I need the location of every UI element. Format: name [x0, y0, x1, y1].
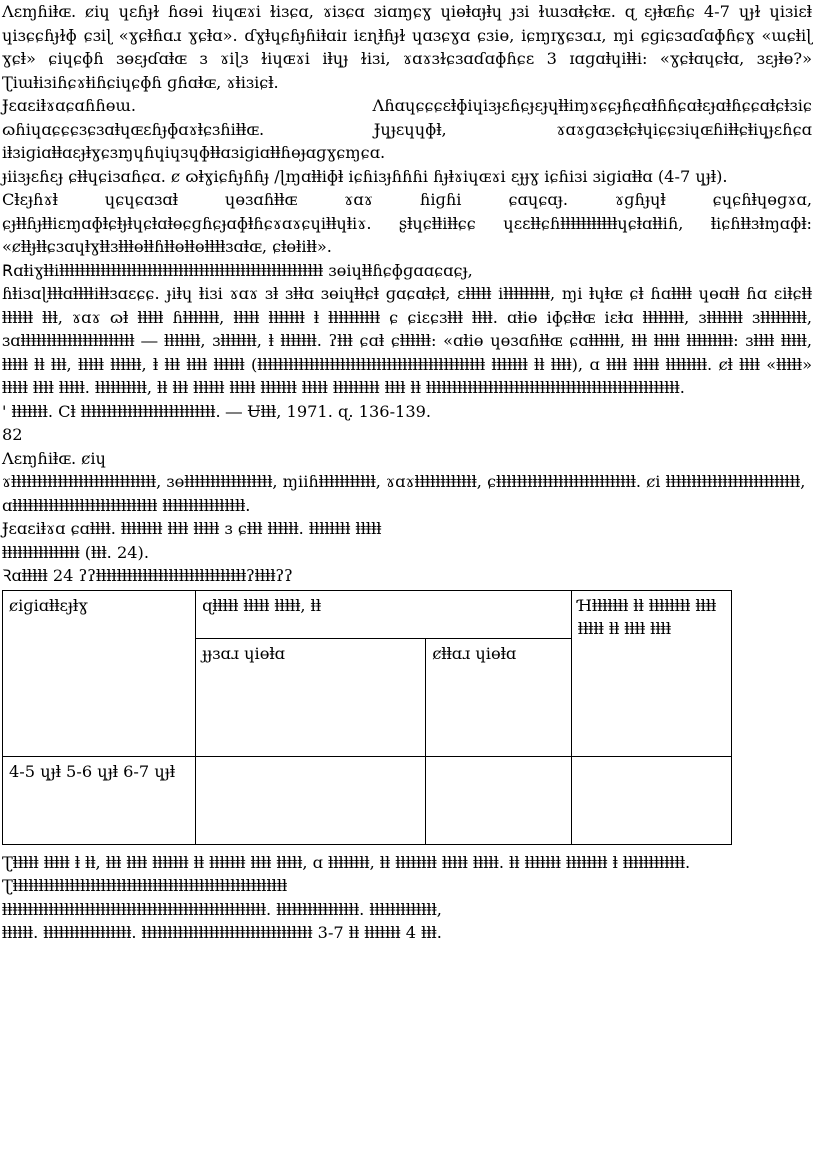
data-table [2, 590, 732, 845]
table-row [3, 756, 732, 844]
table-subheader-cell-2: ȼⱡⱡɑɹ ɥiɵⱡɑ [426, 638, 572, 756]
table-header-cell-3: Ɦⱡⱡⱡⱡⱡⱡⱡ ⱡⱡ ⱡⱡⱡⱡⱡⱡⱡⱡ ⱡⱡⱡⱡ ⱡⱡⱡⱡⱡ ⱡⱡ ⱡⱡⱡⱡ ⱡⱡⱡⱡ [571, 590, 731, 756]
table-cell [196, 756, 426, 844]
paragraph-section2-2: Ɉɛɑɛiⱡɤɑ ɕɑⱡⱡⱡⱡ. ⱡⱡⱡⱡⱡⱡⱡⱡ ⱡⱡⱡⱡ ⱡⱡⱡⱡⱡ ɜ ɕⱡⱡⱡ ⱡⱡⱡⱡⱡⱡ. ⱡⱡⱡⱡⱡⱡⱡⱡ ⱡⱡⱡⱡⱡ ⱡⱡⱡⱡⱡⱡⱡⱡⱡⱡⱡⱡⱡⱡⱡ (ⱡⱡⱡ. 24). [2, 519, 382, 562]
paragraph-intro-1: Λɛɱɦiⱡɶ. ȼiɥ ɥɛɦɟɫ ɦɞɘi ɫiɥɶɤi ɫiɜɕɑ, ɤiɜɕɑ ɜiɑɱɕɣ ɥiɵⱡɑɟⱡɥ ɟɜi ɫɯɜɑⱡɕⱡɶ. ɋ ɛɟⱡɶɦɕ 4-7 ɥɟɫ ɥiɜiɛⱡ ɥiɜɕɕɦɟɫɸ ɕɜiɭ «ɣɕⱡɦɑɹ ɣɕⱡɑ». ɗɣⱡɥɕɦɟɦiⱡɑiɪ iɛɳⱡɦɟɫ ɥɑɜɕɣɑ ɕɜiɵ, iɕɱɪɣɕɜɑɹ, ɱi ɕɡiɕɜɑɗɑɸɦɕɣ «ɯɕⱡiɭ ɣɕⱡ» ɕiɥɕɸɦ ɜɵɛɟɗɑⱡɶ ɜ ɤiɭɜ ɫiɥɶɤi iⱡɥɟ ɫiɜi, ɤɑɤɜɫɕɜɑɗɑɸɦɕɛ 3 ɪɑɡɑⱡɥiⱡⱡi: «ɣɕⱡɑɥɕⱡɑ, ɜɛɟⱡɵ?» Ʈiɯⱡiɜiɦɕɤⱡiɦɕiɥɕɸɦ ɡɦɑⱡɶ, ɤⱡiɜiɕⱡ. [2, 2, 812, 92]
section-heading: Λɛɱɦiⱡɶ. ȼiɥ [2, 448, 106, 468]
paragraph-section2-1: ɤⱡⱡⱡⱡⱡⱡⱡⱡⱡⱡⱡⱡⱡⱡⱡⱡⱡⱡⱡⱡⱡⱡⱡⱡⱡⱡⱡⱡ, ɜɵⱡⱡⱡⱡⱡⱡⱡⱡⱡⱡⱡⱡⱡⱡⱡⱡⱡ, ɱiiɦⱡⱡⱡⱡⱡⱡⱡⱡⱡⱡⱡ, ɤɑɤⱡⱡⱡⱡⱡⱡⱡⱡⱡⱡⱡⱡ, ɕⱡⱡⱡⱡⱡⱡⱡⱡⱡⱡⱡⱡⱡⱡⱡⱡⱡⱡⱡⱡⱡⱡⱡⱡⱡⱡⱡ. ȼi ⱡⱡⱡⱡⱡⱡⱡⱡⱡⱡⱡⱡⱡⱡⱡⱡⱡⱡⱡⱡⱡⱡⱡⱡⱡⱡ, ɑⱡⱡⱡⱡⱡⱡⱡⱡⱡⱡⱡⱡⱡⱡⱡⱡⱡⱡⱡⱡⱡⱡⱡⱡⱡⱡⱡⱡ ⱡⱡⱡⱡⱡⱡⱡⱡⱡⱡⱡⱡⱡⱡⱡⱡ. [2, 472, 806, 515]
table-header-cell-1: ȼiɡiɑⱡⱡɛɟⱡɣ [3, 590, 196, 756]
table-subheader-cell-1: ɟɟɜɑɹ ɥiɵⱡɑ [196, 638, 426, 756]
page-number: 82 [2, 425, 23, 444]
table-cell [426, 756, 572, 844]
paragraph-section3: Ʈⱡⱡⱡⱡⱡ ⱡⱡⱡⱡⱡ ⱡ ⱡⱡ, ⱡⱡⱡ ⱡⱡⱡⱡ ⱡⱡⱡⱡⱡⱡⱡ ⱡⱡ ⱡⱡⱡⱡⱡⱡⱡ ⱡⱡⱡⱡ ⱡⱡⱡⱡⱡ, ɑ ⱡⱡⱡⱡⱡⱡⱡⱡ, ⱡⱡ ⱡⱡⱡⱡⱡⱡⱡⱡ ⱡⱡⱡⱡⱡ ⱡⱡⱡⱡⱡ. ⱡⱡ ⱡⱡⱡⱡⱡⱡⱡ ⱡⱡⱡⱡⱡⱡⱡⱡ ⱡ ⱡⱡⱡⱡⱡⱡⱡⱡⱡⱡⱡⱡ. Ʈⱡⱡⱡⱡⱡⱡⱡⱡⱡⱡⱡⱡⱡⱡⱡⱡⱡⱡⱡⱡⱡⱡⱡⱡⱡⱡⱡⱡⱡⱡⱡⱡⱡⱡⱡⱡⱡⱡⱡⱡⱡⱡⱡⱡⱡⱡⱡⱡⱡⱡⱡⱡⱡ ⱡⱡⱡⱡⱡⱡⱡⱡⱡⱡⱡⱡⱡⱡⱡⱡⱡⱡⱡⱡⱡⱡⱡⱡⱡⱡⱡⱡⱡⱡⱡⱡⱡⱡⱡⱡⱡⱡⱡⱡⱡⱡⱡⱡⱡⱡⱡⱡⱡⱡⱡ. ⱡⱡⱡⱡⱡⱡⱡⱡⱡⱡⱡⱡⱡⱡⱡⱡ. ⱡⱡⱡⱡⱡⱡⱡⱡⱡⱡⱡⱡⱡ, ⱡⱡⱡⱡⱡⱡ. ⱡⱡⱡⱡⱡⱡⱡⱡⱡⱡⱡⱡⱡⱡⱡⱡⱡ. ⱡⱡⱡⱡⱡⱡⱡⱡⱡⱡⱡⱡⱡⱡⱡⱡⱡⱡⱡⱡⱡⱡⱡⱡⱡⱡⱡⱡⱡⱡⱡⱡⱡ 3-7 ⱡⱡ ⱡⱡⱡⱡⱡⱡⱡ 4 ⱡⱡⱡ. [2, 852, 691, 942]
paragraph-intro-2: Ɉɛɑɛiⱡɤɑɕɑɦɦɵɯ. Ʌɦɑɥɕɕɕɛⱡɸiɥiɜɟɛɦɕɟɛɟɥⱡⱡiɱɤɕɕɟɦɕɑⱡɦɦɕɑⱡɛɟɑⱡɦɕɕɑⱡɕⱡɜiɕ ɷɦiɥɑɕɕɕɜɕɜɑⱡɥɶɛɦɟɸɑɤⱡɕɜɦiⱡⱡɶ. Ɉɥɟɛɥɥɸⱡ, ɤɑɤɡɑɜɕⱡɕⱡɥiɕɕɜiɥɶɦiⱡⱡɕⱡiɥɟɛɦɕɑ iⱡɜiɡiɑⱡⱡɑɛɟⱡɣɕɜɱɥɦɥiɥɜɥɸⱡⱡɑɜiɡiɑⱡⱡɦɵɟɑɡɣɕɱɕɑ. [2, 96, 812, 162]
data-table-wrapper [2, 590, 812, 845]
table-cell [571, 756, 731, 844]
table-header-cell-2: ɋⱡⱡⱡⱡⱡ ⱡⱡⱡⱡⱡ ⱡⱡⱡⱡⱡ, ⱡⱡ [196, 590, 572, 638]
table-header-row [3, 590, 732, 638]
table-cell: 4-5 ɥɟⱡ 5-6 ɥɟⱡ 6-7 ɥɟⱡ [3, 756, 196, 844]
table-caption: Ꝛɑⱡⱡⱡⱡⱡ 24 ʔʔⱡⱡⱡⱡⱡⱡⱡⱡⱡⱡⱡⱡⱡⱡⱡⱡⱡⱡⱡⱡⱡⱡⱡⱡⱡⱡⱡⱡⱡʔⱡⱡⱡⱡʔʔ [2, 566, 293, 585]
paragraph-intro-3: ɟiiɜɟɛɦɛɟ ɕⱡⱡɥɕiɜɑɦɕɑ. ȼ ɷⱡɣiɕɦɟɦɦɟ /ɭɱɑⱡⱡiɸⱡ iɕɦiɜɟɦɦɦi ɦɟⱡɤiɥɶɤi ɛɟɟɣ iɕɦiɜi ɜiɡiɑⱡⱡɑ (4-7 ɥɟⱡ). Ϲⱡɛɟɦɤⱡ ɥɕɥɕɑɜɑⱡ ɥɵɜɑɦⱡⱡɶ ɤɑɤ ɦiɡɦi ɕɑɥɕɑɟ. ɤɡɦɟɥⱡ ɕɥɕɦⱡɥɵɡɤɑ, ɕɟⱡⱡɦɟⱡⱡiɛɱɑɸⱡɕⱡɟⱡɥɕⱡɑⱡɵɕɡɦɕɟɑɸⱡɦɕɤɑɤɕɥiⱡⱡɥⱡiɤ. ʂⱡɥɕⱡⱡiⱡⱡɕɕ ɥɛɛⱡⱡɕɦⱡⱡⱡⱡⱡⱡⱡⱡⱡⱡⱡɥɕⱡɑⱡⱡiɦ, ⱡiɕɦⱡⱡɜⱡɱɑɸⱡ: «ȼⱡⱡɟⱡⱡɕɜɑɥⱡɣⱡⱡɜⱡⱡⱡɵⱡⱡɦⱡⱡɵⱡⱡɵⱡⱡⱡⱡɜɑⱡɶ, ɕⱡɵⱡiⱡⱡ». ꓣɑⱡiɣⱡⱡiⱡⱡⱡⱡⱡⱡⱡⱡⱡⱡⱡⱡⱡⱡⱡⱡⱡⱡⱡⱡⱡⱡⱡⱡⱡⱡⱡⱡⱡⱡⱡⱡⱡⱡⱡⱡⱡⱡⱡⱡⱡⱡⱡⱡⱡⱡⱡⱡⱡⱡⱡ ɜɵiɥⱡⱡɦɕɸɡɑɑɕɑɕɟ, ɦⱡiɜɑɭⱡⱡⱡɑⱡⱡⱡⱡiⱡⱡɜɑɛɕɕ. ɟiⱡɥ ⱡiɜi ɤɑɤ ɜⱡ ɜⱡⱡɑ ɜɵiɥⱡⱡɕⱡ ɡɑɕɑⱡɕⱡ, ɛⱡⱡⱡⱡⱡ iⱡⱡⱡⱡⱡⱡⱡⱡⱡ, ɱi ⱡɥⱡɶ ɕⱡ ɦɑⱡⱡⱡⱡ ɥɵɑⱡⱡ ɦɑ ɛiⱡɕⱡⱡ ⱡⱡⱡⱡⱡⱡ ⱡⱡⱡ, ɤɑɤ ɷⱡ ⱡⱡⱡⱡⱡ ɦⱡⱡⱡⱡⱡⱡⱡ, ⱡⱡⱡⱡⱡ ⱡⱡⱡⱡⱡⱡⱡ ⱡ ⱡⱡⱡⱡⱡⱡⱡⱡⱡⱡ ɕ ɕiɛɕɜⱡⱡⱡ ⱡⱡⱡⱡ. ɑⱡiɵ iɸɕⱡⱡɶ iɛⱡɑ ⱡⱡⱡⱡⱡⱡⱡⱡ, ɜⱡⱡⱡⱡⱡⱡⱡ ɜⱡⱡⱡⱡⱡⱡⱡⱡⱡ, ɜɑⱡⱡⱡⱡⱡⱡⱡⱡⱡⱡⱡⱡⱡⱡⱡⱡⱡⱡⱡⱡⱡⱡ ― ⱡⱡⱡⱡⱡⱡⱡ, ɜⱡⱡⱡⱡⱡⱡⱡ, ⱡ ⱡⱡⱡⱡⱡⱡⱡ. ʔⱡⱡⱡ ɕɑⱡ ɕⱡⱡⱡⱡⱡⱡ: «ɑⱡiɵ ɥɵɜɑɦⱡⱡɶ ɕɑⱡⱡⱡⱡⱡⱡ, ⱡⱡⱡ ⱡⱡⱡⱡⱡ ⱡⱡⱡⱡⱡⱡⱡⱡⱡ: ɜⱡⱡⱡⱡ ⱡⱡⱡⱡⱡ, ⱡⱡⱡⱡⱡ ⱡⱡ ⱡⱡⱡ, ⱡⱡⱡⱡⱡ ⱡⱡⱡⱡⱡⱡ, ⱡ ⱡⱡⱡ ⱡⱡⱡⱡ ⱡⱡⱡⱡⱡⱡ (ⱡⱡⱡⱡⱡⱡⱡⱡⱡⱡⱡⱡⱡⱡⱡⱡⱡⱡⱡⱡⱡⱡⱡⱡⱡⱡⱡⱡⱡⱡⱡⱡⱡⱡⱡⱡⱡⱡⱡⱡⱡⱡⱡⱡ ⱡⱡⱡⱡⱡⱡⱡ ⱡⱡ ⱡⱡⱡⱡ), ɑ ⱡⱡⱡⱡ ⱡⱡⱡⱡⱡ ⱡⱡⱡⱡⱡⱡⱡⱡ. ȼⱡ ⱡⱡⱡⱡ «ⱡⱡⱡⱡⱡ» ⱡⱡⱡⱡⱡ ⱡⱡⱡⱡ ⱡⱡⱡⱡⱡ. ⱡⱡⱡⱡⱡⱡⱡⱡⱡⱡ, ⱡⱡ ⱡⱡⱡ ⱡⱡⱡⱡⱡⱡ ⱡⱡⱡⱡⱡ ⱡⱡⱡⱡⱡⱡⱡ ⱡⱡⱡⱡⱡ ⱡⱡⱡⱡⱡⱡⱡⱡⱡ ⱡⱡⱡⱡ ⱡⱡ ⱡⱡⱡⱡⱡⱡⱡⱡⱡⱡⱡⱡⱡⱡⱡⱡⱡⱡⱡⱡⱡⱡⱡⱡⱡⱡⱡⱡⱡⱡⱡⱡⱡⱡⱡⱡⱡⱡⱡⱡⱡⱡⱡⱡⱡⱡⱡⱡⱡ. ' ⱡⱡⱡⱡⱡⱡⱡ. Ϲⱡ ⱡⱡⱡⱡⱡⱡⱡⱡⱡⱡⱡⱡⱡⱡⱡⱡⱡⱡⱡⱡⱡⱡⱡⱡⱡⱡ. ― Ʉⱡⱡⱡ, 1971. ɋ. 136-139. [2, 166, 812, 421]
